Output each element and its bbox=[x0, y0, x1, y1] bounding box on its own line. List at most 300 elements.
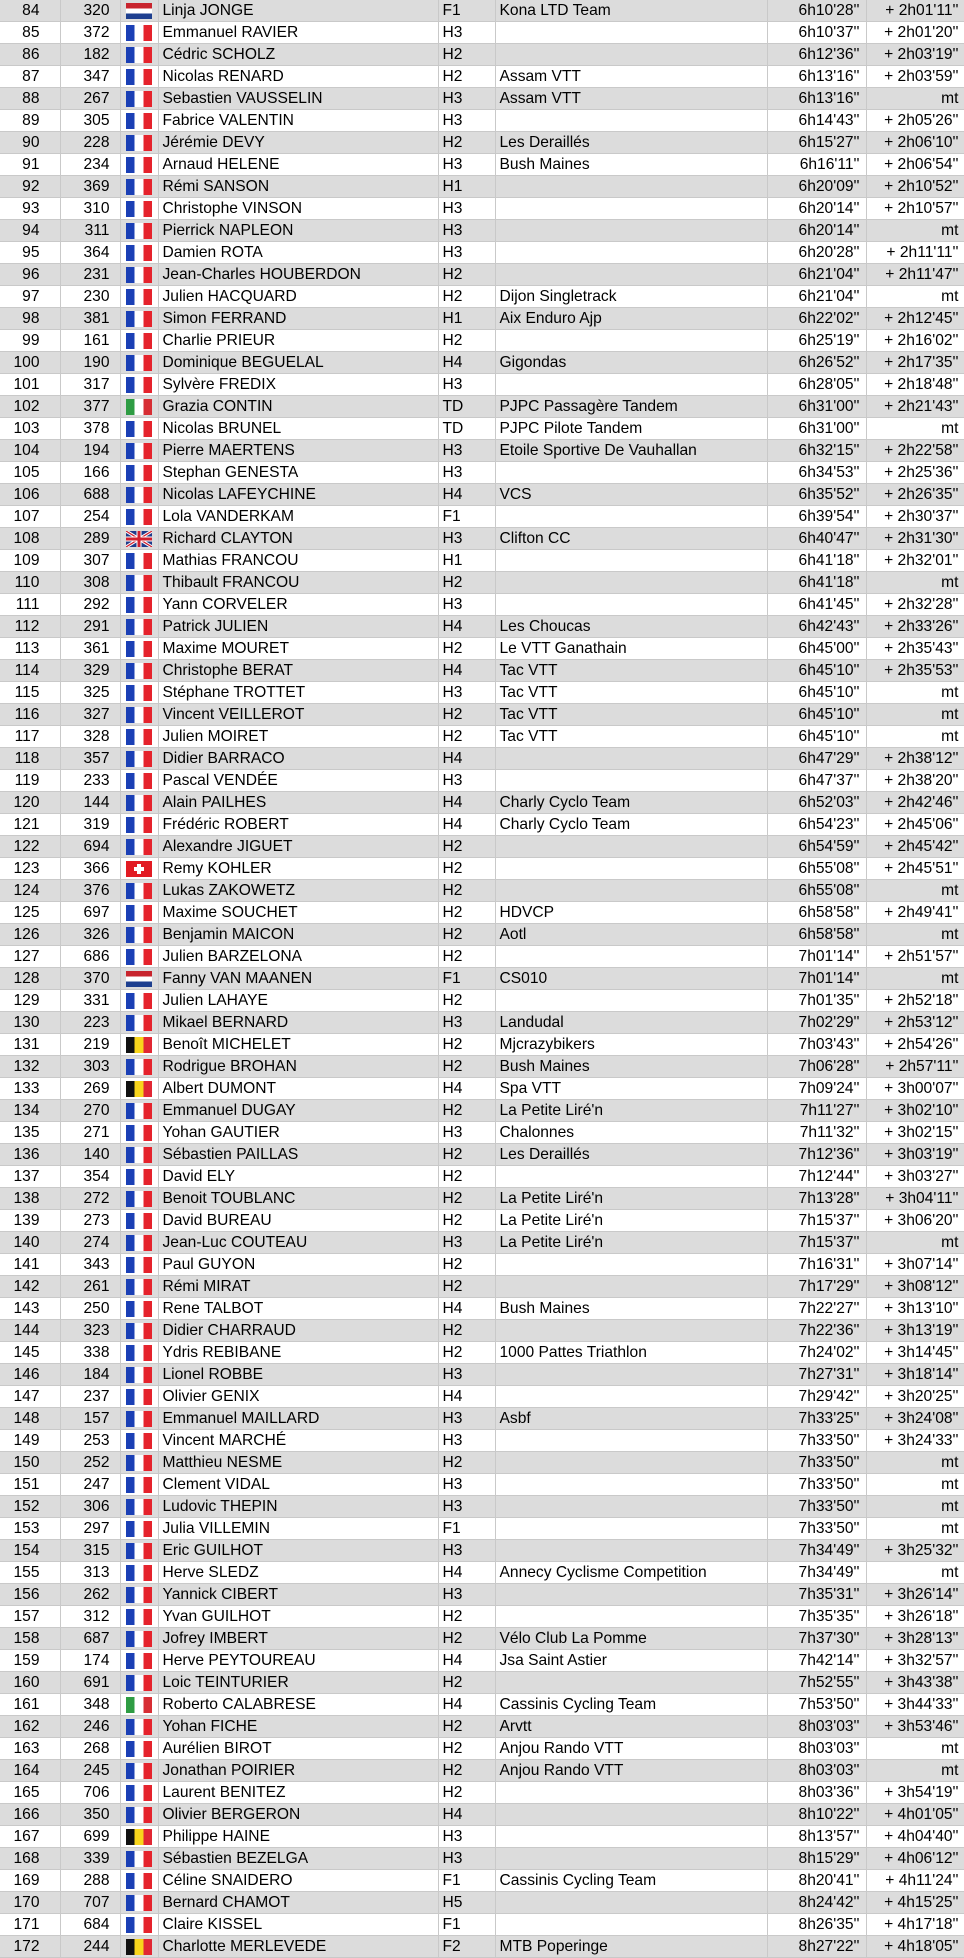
team-cell bbox=[495, 748, 767, 770]
bib-number-cell: 312 bbox=[60, 1606, 120, 1628]
team-cell: La Petite Liré'n bbox=[495, 1232, 767, 1254]
team-cell: Assam VTT bbox=[495, 88, 767, 110]
flag-gb-icon bbox=[126, 531, 152, 547]
rider-name-cell: Didier CHARRAUD bbox=[158, 1320, 438, 1342]
country-flag-cell bbox=[120, 858, 158, 880]
bib-number-cell: 343 bbox=[60, 1254, 120, 1276]
time-gap-cell: + 2h45'06'' bbox=[866, 814, 964, 836]
category-cell: H2 bbox=[438, 1606, 495, 1628]
rider-name-cell: Cédric SCHOLZ bbox=[158, 44, 438, 66]
time-gap-cell: + 2h57'11'' bbox=[866, 1056, 964, 1078]
team-cell: Gigondas bbox=[495, 352, 767, 374]
country-flag-cell bbox=[120, 770, 158, 792]
category-cell: H3 bbox=[438, 220, 495, 242]
time-gap-cell: + 2h17'35'' bbox=[866, 352, 964, 374]
flag-fr-icon bbox=[126, 1895, 152, 1911]
time-gap-cell: + 2h45'42'' bbox=[866, 836, 964, 858]
country-flag-cell bbox=[120, 704, 158, 726]
flag-fr-icon bbox=[126, 465, 152, 481]
category-cell: H1 bbox=[438, 550, 495, 572]
country-flag-cell bbox=[120, 1738, 158, 1760]
country-flag-cell bbox=[120, 374, 158, 396]
category-cell: H2 bbox=[438, 1210, 495, 1232]
bib-number-cell: 307 bbox=[60, 550, 120, 572]
time-gap-cell: mt bbox=[866, 1562, 964, 1584]
category-cell: H4 bbox=[438, 484, 495, 506]
flag-fr-icon bbox=[126, 619, 152, 635]
position-cell: 146 bbox=[0, 1364, 60, 1386]
rider-name-cell: Albert DUMONT bbox=[158, 1078, 438, 1100]
country-flag-cell bbox=[120, 1342, 158, 1364]
category-cell: H3 bbox=[438, 1232, 495, 1254]
time-gap-cell: + 2h38'12'' bbox=[866, 748, 964, 770]
flag-be-icon bbox=[126, 1037, 152, 1053]
time-gap-cell: + 2h31'30'' bbox=[866, 528, 964, 550]
position-cell: 93 bbox=[0, 198, 60, 220]
position-cell: 123 bbox=[0, 858, 60, 880]
bib-number-cell: 329 bbox=[60, 660, 120, 682]
category-cell: H2 bbox=[438, 572, 495, 594]
flag-fr-icon bbox=[126, 1807, 152, 1823]
finish-time-cell: 7h33'50'' bbox=[767, 1452, 866, 1474]
table-row bbox=[0, 748, 964, 770]
country-flag-cell bbox=[120, 1672, 158, 1694]
bib-number-cell: 331 bbox=[60, 990, 120, 1012]
team-cell bbox=[495, 110, 767, 132]
position-cell: 148 bbox=[0, 1408, 60, 1430]
finish-time-cell: 7h16'31'' bbox=[767, 1254, 866, 1276]
team-cell bbox=[495, 1804, 767, 1826]
country-flag-cell bbox=[120, 1408, 158, 1430]
rider-name-cell: Sebastien VAUSSELIN bbox=[158, 88, 438, 110]
category-cell: H1 bbox=[438, 308, 495, 330]
team-cell bbox=[495, 374, 767, 396]
position-cell: 169 bbox=[0, 1870, 60, 1892]
time-gap-cell: + 3h13'10'' bbox=[866, 1298, 964, 1320]
table-row bbox=[0, 1122, 964, 1144]
team-cell: Cassinis Cycling Team bbox=[495, 1694, 767, 1716]
time-gap-cell: + 2h35'53'' bbox=[866, 660, 964, 682]
country-flag-cell bbox=[120, 902, 158, 924]
time-gap-cell: + 2h33'26'' bbox=[866, 616, 964, 638]
time-gap-cell: + 2h22'58'' bbox=[866, 440, 964, 462]
category-cell: H3 bbox=[438, 528, 495, 550]
position-cell: 101 bbox=[0, 374, 60, 396]
team-cell: Aotl bbox=[495, 924, 767, 946]
rider-name-cell: Eric GUILHOT bbox=[158, 1540, 438, 1562]
finish-time-cell: 6h45'00'' bbox=[767, 638, 866, 660]
bib-number-cell: 325 bbox=[60, 682, 120, 704]
team-cell bbox=[495, 1540, 767, 1562]
finish-time-cell: 6h20'09'' bbox=[767, 176, 866, 198]
category-cell: H2 bbox=[438, 1320, 495, 1342]
table-row bbox=[0, 396, 964, 418]
country-flag-cell bbox=[120, 462, 158, 484]
bib-number-cell: 313 bbox=[60, 1562, 120, 1584]
team-cell bbox=[495, 1474, 767, 1496]
category-cell: H3 bbox=[438, 1848, 495, 1870]
country-flag-cell bbox=[120, 1188, 158, 1210]
bib-number-cell: 699 bbox=[60, 1826, 120, 1848]
time-gap-cell: + 3h28'13'' bbox=[866, 1628, 964, 1650]
category-cell: H3 bbox=[438, 198, 495, 220]
finish-time-cell: 6h47'37'' bbox=[767, 770, 866, 792]
finish-time-cell: 6h54'23'' bbox=[767, 814, 866, 836]
team-cell bbox=[495, 462, 767, 484]
position-cell: 140 bbox=[0, 1232, 60, 1254]
time-gap-cell: + 2h52'18'' bbox=[866, 990, 964, 1012]
table-row bbox=[0, 572, 964, 594]
table-row bbox=[0, 1892, 964, 1914]
rider-name-cell: Grazia CONTIN bbox=[158, 396, 438, 418]
finish-time-cell: 7h01'14'' bbox=[767, 968, 866, 990]
time-gap-cell: + 2h49'41'' bbox=[866, 902, 964, 924]
category-cell: H2 bbox=[438, 902, 495, 924]
team-cell bbox=[495, 1254, 767, 1276]
rider-name-cell: Rémi MIRAT bbox=[158, 1276, 438, 1298]
flag-fr-icon bbox=[126, 311, 152, 327]
table-row bbox=[0, 1276, 964, 1298]
rider-name-cell: Jean-Charles HOUBERDON bbox=[158, 264, 438, 286]
rider-name-cell: Julien HACQUARD bbox=[158, 286, 438, 308]
time-gap-cell: + 2h03'59'' bbox=[866, 66, 964, 88]
position-cell: 170 bbox=[0, 1892, 60, 1914]
team-cell: Kona LTD Team bbox=[495, 0, 767, 22]
finish-time-cell: 7h24'02'' bbox=[767, 1342, 866, 1364]
table-row bbox=[0, 506, 964, 528]
table-row bbox=[0, 374, 964, 396]
time-gap-cell: mt bbox=[866, 968, 964, 990]
country-flag-cell bbox=[120, 198, 158, 220]
rider-name-cell: Rémi SANSON bbox=[158, 176, 438, 198]
finish-time-cell: 6h28'05'' bbox=[767, 374, 866, 396]
time-gap-cell: + 3h20'25'' bbox=[866, 1386, 964, 1408]
table-row bbox=[0, 1562, 964, 1584]
bib-number-cell: 381 bbox=[60, 308, 120, 330]
flag-fr-icon bbox=[126, 355, 152, 371]
table-row bbox=[0, 330, 964, 352]
time-gap-cell: + 2h10'57'' bbox=[866, 198, 964, 220]
rider-name-cell: Emmanuel MAILLARD bbox=[158, 1408, 438, 1430]
bib-number-cell: 319 bbox=[60, 814, 120, 836]
country-flag-cell bbox=[120, 1232, 158, 1254]
finish-time-cell: 7h01'35'' bbox=[767, 990, 866, 1012]
table-row bbox=[0, 1012, 964, 1034]
position-cell: 95 bbox=[0, 242, 60, 264]
finish-time-cell: 7h17'29'' bbox=[767, 1276, 866, 1298]
time-gap-cell: + 3h03'27'' bbox=[866, 1166, 964, 1188]
position-cell: 157 bbox=[0, 1606, 60, 1628]
rider-name-cell: Simon FERRAND bbox=[158, 308, 438, 330]
category-cell: H4 bbox=[438, 1386, 495, 1408]
country-flag-cell bbox=[120, 638, 158, 660]
table-row bbox=[0, 902, 964, 924]
country-flag-cell bbox=[120, 1210, 158, 1232]
rider-name-cell: Richard CLAYTON bbox=[158, 528, 438, 550]
flag-fr-icon bbox=[126, 377, 152, 393]
flag-fr-icon bbox=[126, 289, 152, 305]
table-row bbox=[0, 638, 964, 660]
time-gap-cell: mt bbox=[866, 726, 964, 748]
flag-fr-icon bbox=[126, 1565, 152, 1581]
country-flag-cell bbox=[120, 924, 158, 946]
rider-name-cell: Jean-Luc COUTEAU bbox=[158, 1232, 438, 1254]
table-row bbox=[0, 88, 964, 110]
country-flag-cell bbox=[120, 1870, 158, 1892]
finish-time-cell: 7h22'36'' bbox=[767, 1320, 866, 1342]
time-gap-cell: + 2h26'35'' bbox=[866, 484, 964, 506]
team-cell bbox=[495, 770, 767, 792]
time-gap-cell: + 2h35'43'' bbox=[866, 638, 964, 660]
time-gap-cell: + 3h53'46'' bbox=[866, 1716, 964, 1738]
bib-number-cell: 228 bbox=[60, 132, 120, 154]
table-row bbox=[0, 1606, 964, 1628]
team-cell bbox=[495, 990, 767, 1012]
rider-name-cell: Christophe BERAT bbox=[158, 660, 438, 682]
category-cell: H3 bbox=[438, 1540, 495, 1562]
table-row bbox=[0, 352, 964, 374]
position-cell: 113 bbox=[0, 638, 60, 660]
bib-number-cell: 327 bbox=[60, 704, 120, 726]
flag-fr-icon bbox=[126, 1411, 152, 1427]
time-gap-cell: + 3h03'19'' bbox=[866, 1144, 964, 1166]
finish-time-cell: 6h55'08'' bbox=[767, 880, 866, 902]
table-row bbox=[0, 660, 964, 682]
table-row bbox=[0, 1936, 964, 1958]
country-flag-cell bbox=[120, 1782, 158, 1804]
rider-name-cell: Sébastien PAILLAS bbox=[158, 1144, 438, 1166]
table-row bbox=[0, 44, 964, 66]
table-row bbox=[0, 1738, 964, 1760]
flag-fr-icon bbox=[126, 663, 152, 679]
finish-time-cell: 8h10'22'' bbox=[767, 1804, 866, 1826]
country-flag-cell bbox=[120, 506, 158, 528]
country-flag-cell bbox=[120, 1144, 158, 1166]
table-row bbox=[0, 770, 964, 792]
rider-name-cell: Yannick CIBERT bbox=[158, 1584, 438, 1606]
finish-time-cell: 6h25'19'' bbox=[767, 330, 866, 352]
team-cell bbox=[495, 1848, 767, 1870]
time-gap-cell: + 4h18'05'' bbox=[866, 1936, 964, 1958]
time-gap-cell: + 4h04'40'' bbox=[866, 1826, 964, 1848]
country-flag-cell bbox=[120, 0, 158, 22]
time-gap-cell: + 2h10'52'' bbox=[866, 176, 964, 198]
category-cell: H3 bbox=[438, 1012, 495, 1034]
table-row bbox=[0, 682, 964, 704]
table-row bbox=[0, 968, 964, 990]
flag-fr-icon bbox=[126, 1719, 152, 1735]
category-cell: H3 bbox=[438, 682, 495, 704]
finish-time-cell: 7h22'27'' bbox=[767, 1298, 866, 1320]
position-cell: 152 bbox=[0, 1496, 60, 1518]
position-cell: 92 bbox=[0, 176, 60, 198]
rider-name-cell: David ELY bbox=[158, 1166, 438, 1188]
position-cell: 119 bbox=[0, 770, 60, 792]
position-cell: 112 bbox=[0, 616, 60, 638]
category-cell: H2 bbox=[438, 264, 495, 286]
rider-name-cell: Céline SNAIDERO bbox=[158, 1870, 438, 1892]
finish-time-cell: 8h24'42'' bbox=[767, 1892, 866, 1914]
position-cell: 158 bbox=[0, 1628, 60, 1650]
country-flag-cell bbox=[120, 1804, 158, 1826]
category-cell: H3 bbox=[438, 242, 495, 264]
position-cell: 121 bbox=[0, 814, 60, 836]
position-cell: 159 bbox=[0, 1650, 60, 1672]
flag-fr-icon bbox=[126, 1323, 152, 1339]
team-cell bbox=[495, 1166, 767, 1188]
flag-be-icon bbox=[126, 1939, 152, 1955]
table-row bbox=[0, 176, 964, 198]
finish-time-cell: 6h31'00'' bbox=[767, 418, 866, 440]
bib-number-cell: 684 bbox=[60, 1914, 120, 1936]
table-row bbox=[0, 1430, 964, 1452]
finish-time-cell: 7h02'29'' bbox=[767, 1012, 866, 1034]
rider-name-cell: Frédéric ROBERT bbox=[158, 814, 438, 836]
rider-name-cell: Jonathan POIRIER bbox=[158, 1760, 438, 1782]
bib-number-cell: 372 bbox=[60, 22, 120, 44]
position-cell: 89 bbox=[0, 110, 60, 132]
finish-time-cell: 7h33'25'' bbox=[767, 1408, 866, 1430]
country-flag-cell bbox=[120, 88, 158, 110]
finish-time-cell: 6h47'29'' bbox=[767, 748, 866, 770]
rider-name-cell: Nicolas BRUNEL bbox=[158, 418, 438, 440]
finish-time-cell: 6h45'10'' bbox=[767, 704, 866, 726]
finish-time-cell: 8h03'03'' bbox=[767, 1716, 866, 1738]
table-row bbox=[0, 1474, 964, 1496]
category-cell: H2 bbox=[438, 1452, 495, 1474]
position-cell: 166 bbox=[0, 1804, 60, 1826]
position-cell: 105 bbox=[0, 462, 60, 484]
table-row bbox=[0, 1100, 964, 1122]
team-cell bbox=[495, 880, 767, 902]
bib-number-cell: 366 bbox=[60, 858, 120, 880]
category-cell: H4 bbox=[438, 748, 495, 770]
flag-fr-icon bbox=[126, 839, 152, 855]
time-gap-cell: + 3h00'07'' bbox=[866, 1078, 964, 1100]
country-flag-cell bbox=[120, 1122, 158, 1144]
finish-time-cell: 6h41'18'' bbox=[767, 550, 866, 572]
rider-name-cell: Vincent VEILLEROT bbox=[158, 704, 438, 726]
country-flag-cell bbox=[120, 1166, 158, 1188]
rider-name-cell: Remy KOHLER bbox=[158, 858, 438, 880]
country-flag-cell bbox=[120, 44, 158, 66]
position-cell: 125 bbox=[0, 902, 60, 924]
table-row bbox=[0, 154, 964, 176]
finish-time-cell: 7h15'37'' bbox=[767, 1232, 866, 1254]
position-cell: 99 bbox=[0, 330, 60, 352]
rider-name-cell: Claire KISSEL bbox=[158, 1914, 438, 1936]
table-row bbox=[0, 880, 964, 902]
position-cell: 111 bbox=[0, 594, 60, 616]
flag-fr-icon bbox=[126, 1587, 152, 1603]
flag-fr-icon bbox=[126, 927, 152, 943]
time-gap-cell: + 3h26'14'' bbox=[866, 1584, 964, 1606]
position-cell: 142 bbox=[0, 1276, 60, 1298]
category-cell: H3 bbox=[438, 1408, 495, 1430]
position-cell: 97 bbox=[0, 286, 60, 308]
category-cell: F1 bbox=[438, 1914, 495, 1936]
finish-time-cell: 8h15'29'' bbox=[767, 1848, 866, 1870]
table-row bbox=[0, 550, 964, 572]
finish-time-cell: 6h54'59'' bbox=[767, 836, 866, 858]
bib-number-cell: 687 bbox=[60, 1628, 120, 1650]
category-cell: H3 bbox=[438, 154, 495, 176]
position-cell: 118 bbox=[0, 748, 60, 770]
team-cell bbox=[495, 330, 767, 352]
finish-time-cell: 6h21'04'' bbox=[767, 286, 866, 308]
rider-name-cell: Pierre MAERTENS bbox=[158, 440, 438, 462]
table-row bbox=[0, 1804, 964, 1826]
bib-number-cell: 194 bbox=[60, 440, 120, 462]
rider-name-cell: Maxime MOURET bbox=[158, 638, 438, 660]
flag-fr-icon bbox=[126, 1521, 152, 1537]
flag-fr-icon bbox=[126, 1477, 152, 1493]
bib-number-cell: 289 bbox=[60, 528, 120, 550]
finish-time-cell: 6h42'43'' bbox=[767, 616, 866, 638]
finish-time-cell: 6h45'10'' bbox=[767, 660, 866, 682]
rider-name-cell: Stéphane TROTTET bbox=[158, 682, 438, 704]
flag-fr-icon bbox=[126, 1147, 152, 1163]
bib-number-cell: 273 bbox=[60, 1210, 120, 1232]
flag-fr-icon bbox=[126, 1675, 152, 1691]
team-cell: PJPC Passagère Tandem bbox=[495, 396, 767, 418]
position-cell: 141 bbox=[0, 1254, 60, 1276]
time-gap-cell: + 4h06'12'' bbox=[866, 1848, 964, 1870]
finish-time-cell: 6h14'43'' bbox=[767, 110, 866, 132]
country-flag-cell bbox=[120, 1320, 158, 1342]
team-cell bbox=[495, 1430, 767, 1452]
position-cell: 90 bbox=[0, 132, 60, 154]
rider-name-cell: Lukas ZAKOWETZ bbox=[158, 880, 438, 902]
bib-number-cell: 252 bbox=[60, 1452, 120, 1474]
table-row bbox=[0, 836, 964, 858]
time-gap-cell: + 3h18'14'' bbox=[866, 1364, 964, 1386]
country-flag-cell bbox=[120, 1848, 158, 1870]
country-flag-cell bbox=[120, 1518, 158, 1540]
country-flag-cell bbox=[120, 1452, 158, 1474]
category-cell: H1 bbox=[438, 176, 495, 198]
time-gap-cell: mt bbox=[866, 286, 964, 308]
category-cell: H2 bbox=[438, 1166, 495, 1188]
team-cell: Arvtt bbox=[495, 1716, 767, 1738]
position-cell: 128 bbox=[0, 968, 60, 990]
position-cell: 85 bbox=[0, 22, 60, 44]
position-cell: 155 bbox=[0, 1562, 60, 1584]
category-cell: H2 bbox=[438, 1782, 495, 1804]
team-cell: Tac VTT bbox=[495, 682, 767, 704]
rider-name-cell: Emmanuel RAVIER bbox=[158, 22, 438, 44]
rider-name-cell: Jofrey IMBERT bbox=[158, 1628, 438, 1650]
country-flag-cell bbox=[120, 1760, 158, 1782]
flag-fr-icon bbox=[126, 1851, 152, 1867]
team-cell: Anjou Rando VTT bbox=[495, 1760, 767, 1782]
team-cell: Chalonnes bbox=[495, 1122, 767, 1144]
rider-name-cell: Pierrick NAPLEON bbox=[158, 220, 438, 242]
country-flag-cell bbox=[120, 1892, 158, 1914]
position-cell: 115 bbox=[0, 682, 60, 704]
time-gap-cell: mt bbox=[866, 88, 964, 110]
table-row bbox=[0, 1188, 964, 1210]
country-flag-cell bbox=[120, 1364, 158, 1386]
table-row bbox=[0, 726, 964, 748]
country-flag-cell bbox=[120, 1012, 158, 1034]
team-cell: Bush Maines bbox=[495, 1056, 767, 1078]
position-cell: 100 bbox=[0, 352, 60, 374]
flag-fr-icon bbox=[126, 553, 152, 569]
country-flag-cell bbox=[120, 1034, 158, 1056]
finish-time-cell: 6h39'54'' bbox=[767, 506, 866, 528]
time-gap-cell: + 2h32'28'' bbox=[866, 594, 964, 616]
